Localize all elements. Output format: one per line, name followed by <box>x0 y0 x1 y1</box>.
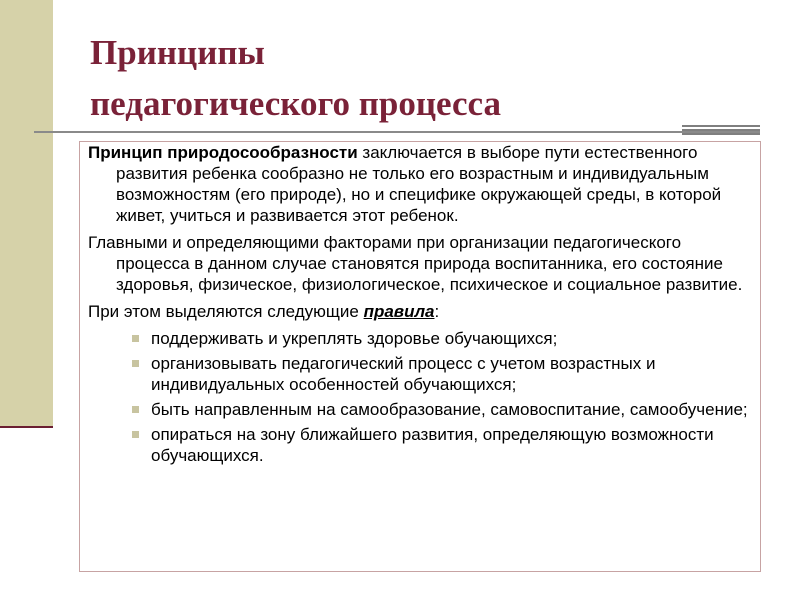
square-bullet-icon <box>132 431 139 438</box>
title-line-2: педагогического процесса <box>90 84 501 123</box>
rule-text: организовывать педагогический процесс с учетом возрастных и индивидуальных особенностей обучающихся; <box>151 354 656 394</box>
list-item <box>88 424 756 466</box>
square-bullet-icon <box>132 406 139 413</box>
slide-content <box>88 142 756 470</box>
rules-intro-text: При этом выделяются следующие <box>88 302 364 321</box>
rule-text: поддерживать и укреплять здоровье обучающихся; <box>151 329 558 348</box>
list-item <box>88 328 756 349</box>
principle-definition: заключается в выборе пути естественного развития ребенка сообразно не только его возрастным и индивидуальным возможностям (его природе), но и специфике окружающей среды, в которой живет, учиться и развивается этот ребенок. <box>116 143 722 225</box>
title-divider-accent <box>682 125 760 137</box>
rules-keyword: правила <box>363 302 435 321</box>
paragraph-factors <box>88 232 756 295</box>
factors-text: Главными и определяющими факторами при организации педагогического процесса в данном случае становятся природа воспитанника, его состояние здоровья, физическое, физиологическое, психическое и социальное развитие. <box>88 233 743 294</box>
square-bullet-icon <box>132 335 139 342</box>
rules-list <box>88 328 756 466</box>
decorative-side-bar <box>0 0 53 428</box>
paragraph-rules-intro <box>88 301 756 322</box>
list-item <box>88 399 756 420</box>
square-bullet-icon <box>132 360 139 367</box>
slide-title <box>90 27 770 129</box>
rule-text: опираться на зону ближайшего развития, определяющую возможности обучающихся. <box>151 425 714 465</box>
side-bar-underline <box>0 426 53 428</box>
rule-text: быть направленным на самообразование, самовоспитание, самообучение; <box>151 400 748 419</box>
list-item <box>88 353 756 395</box>
title-line-1: Принципы <box>90 33 265 72</box>
principle-term: Принцип природосообразности <box>88 143 358 162</box>
title-divider <box>34 131 760 133</box>
paragraph-principle <box>88 142 756 226</box>
rules-intro-colon: : <box>434 302 440 321</box>
